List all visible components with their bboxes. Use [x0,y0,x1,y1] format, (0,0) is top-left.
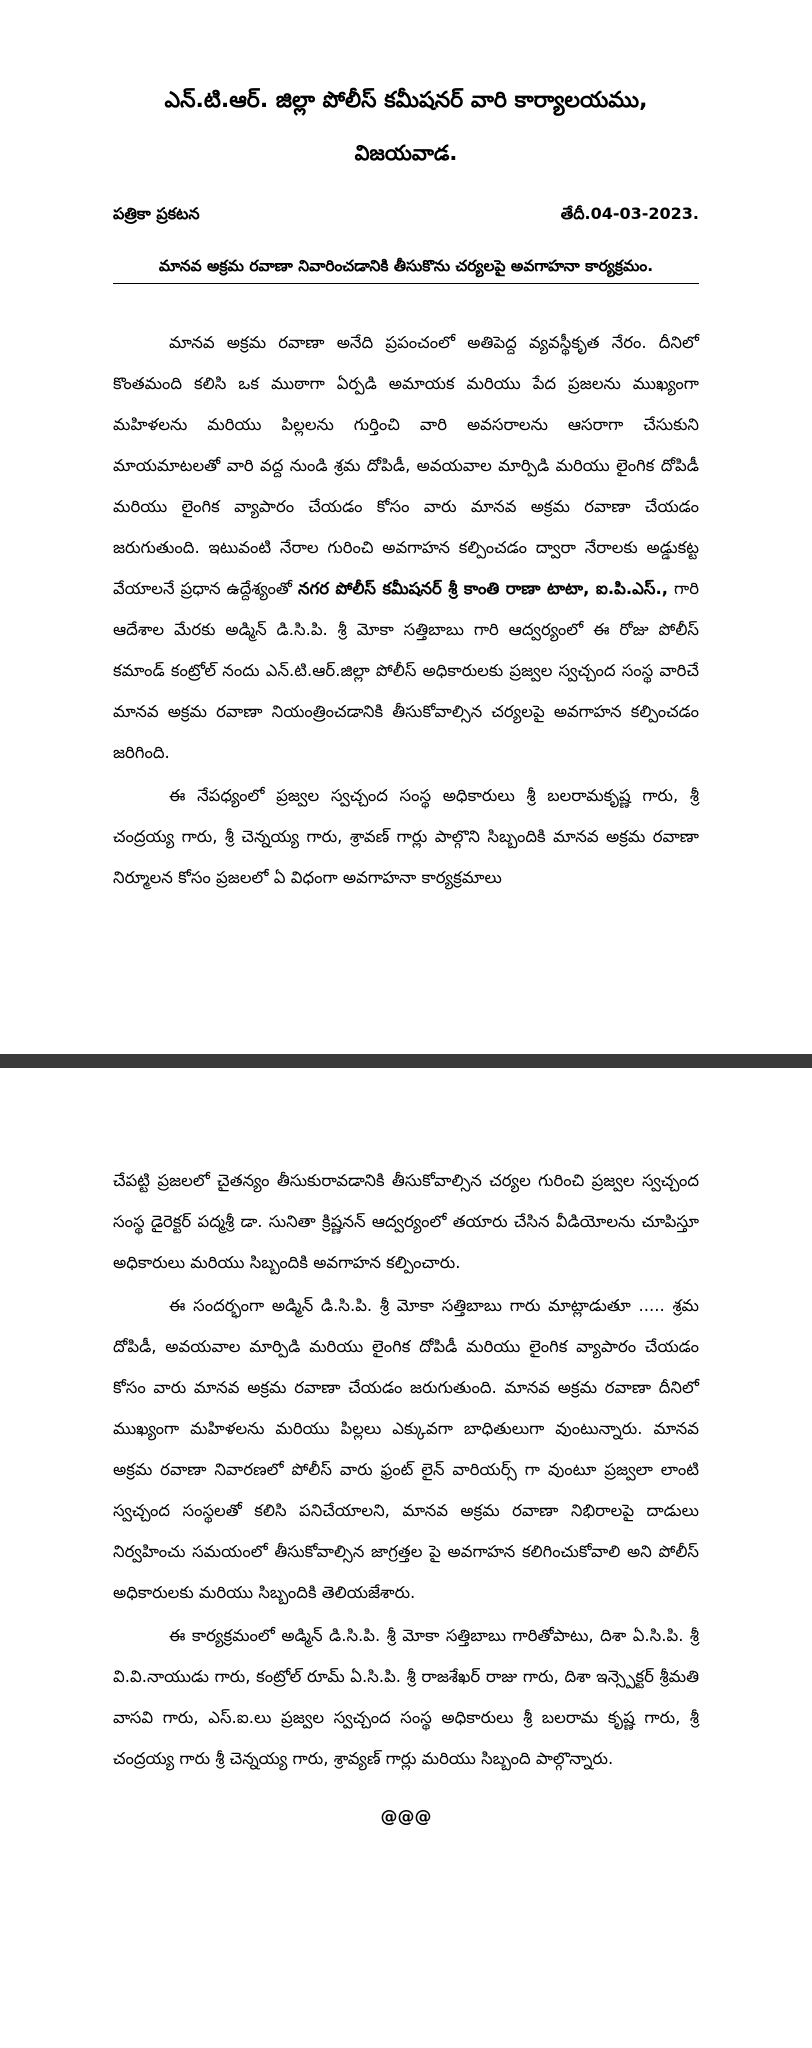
paragraph-2-part-1: ఈ నేపధ్యంలో ప్రజ్వల స్వచ్చంద సంస్థ అధికారులు శ్రీ బలరామకృష్ణ గారు, శ్రీ చంద్రయ్య గారు, శ్రీ చెన్నయ్య గారు, శ్రావణ్ గార్లు పాల్గొని సిబ్బందికి మానవ అక్రమ రవాణా నిర్మూలన కోసం ప్రజలలో ఏ విధంగా అవగాహనా కార్యక్రమాలు [113,786,699,887]
paragraph-1 [113,322,699,773]
press-release-label: పత్రికా ప్రకటన [113,204,200,223]
paragraph-1-text-b: గారి ఆదేశాల మేరకు అడ్మిన్ డి.సి.పి. శ్రీ మోకా సత్తిబాబు గారి ఆద్వర్యంలో ఈ రోజు పోలీస్ కమాండ్ కంట్రోల్ నందు ఎన్.టి.ఆర్.జిల్లా పోలీస్ అధికారులకు ప్రజ్వల స్వచ్చంద సంస్థ వారిచే మానవ అక్రమ రవాణా నియంత్రించడానికి తీసుకోవాల్సిన చర్యలపై అవగాహన కల్పించడం జరిగింది. [113,579,699,762]
signoff-mark: @@@ [380,1807,432,1827]
page-divider [0,1054,812,1068]
office-title: ఎన్.టి.ఆర్. జిల్లా పోలీస్ కమీషనర్ వారి కార్యాలయము, [164,88,648,113]
paragraph-2-part-2: చేపట్టి ప్రజలలో చైతన్యం తీసుకురావడానికి తీసుకోవాల్సిన చర్యల గురించి ప్రజ్వల స్వచ్చంద సంస్థ డైరెక్టర్ పద్మశ్రీ డా. సునితా క్రిష్ణనన్ ఆద్వర్యంలో తయారు చేసిన వీడియోలను చూపిస్తూ అధికారులు మరియు సిబ్బందికి అవగాహన కల్పించారు. [113,1171,699,1272]
office-city: విజయవాడ. [354,141,458,165]
subject-line: మానవ అక్రమ రవాణా నివారించడానికి తీసుకొను చర్యలపై అవగాహనా కార్యక్రమం. [113,254,699,284]
paragraph-1-text-a: మానవ అక్రమ రవాణా అనేది ప్రపంచంలో అతిపెద్ద వ్యవస్థీకృత నేరం. దీనిలో కొంతమంది కలిసి ఒక ముఠాగా ఏర్పడి అమాయక మరియు పేద ప్రజలను ముఖ్యంగా మహిళలను మరియు పిల్లలను గుర్తించి వారి అవసరాలను ఆసరాగా చేసుకుని మాయమాటలతో వారి వద్ద నుండి శ్రమ దోపిడీ, అవయవాల మార్పిడి మరియు లైంగిక దోపిడీ మరియు లైంగిక వ్యాపారం చేయడం కోసం వారు మానవ అక్రమ రవాణా చేయడం జరుగుతుంది. ఇటువంటి నేరాల గురించి అవగాహన కల్పించడం ద్వారా నేరాలకు అడ్డుకట్ట వేయాలనే ప్రధాన ఉద్దేశ్యంతో [113,333,699,598]
document-page-2 [0,1068,812,2048]
paragraph-4: ఈ కార్యక్రమంలో అడ్మిన్ డి.సి.పి. శ్రీ మోకా సత్తిబాబు గారితోపాటు, దిశా ఏ.సి.పి. శ్రీ వి.వి.నాయుడు గారు, కంట్రోల్ రూమ్ ఏ.సి.పి. శ్రీ రాజశేఖర్ రాజు గారు, దిశా ఇన్స్పెక్టర్ శ్రీమతి వాసవి గారు, ఎస్.ఐ.లు ప్రజ్వల స్వచ్చంద సంస్థ అధికారులు శ్రీ బలరామ కృష్ణ గారు, శ్రీ చంద్రయ్య గారు శ్రీ చెన్నయ్య గారు, శ్రావ్యణ్ గార్లు మరియు సిబ్బంది పాల్గొన్నారు. [113,1626,699,1768]
paragraph-3: ఈ సందర్భంగా అడ్మిన్ డి.సి.పి. శ్రీ మోకా సత్తిబాబు గారు మాట్లాడుతూ ..... శ్రమ దోపిడీ, అవయవాల మార్పిడి మరియు లైంగిక దోపిడీ మరియు లైంగిక వ్యాపారం చేయడం కోసం వారు మానవ అక్రమ రవాణా చేయడం జరుగుతుంది. మానవ అక్రమ రవాణా దీనిలో ముఖ్యంగా మహిళలను మరియు పిల్లలు ఎక్కువగా బాధితులుగా వుంటున్నారు. మానవ అక్రమ రవాణా నివారణలో పోలీస్ వారు ఫ్రంట్ లైన్ వారియర్స్ గా వుంటూ ప్రజ్వలా లాంటి స్వచ్చంద సంస్థలతో కలిసి పనిచేయాలని, మానవ అక్రమ రవాణా నిభిరాలపై దాడులు నిర్వహించు సమయంలో తీసుకోవాల్సిన జాగ్రత్తల పై అవగాహన కలిగించుకోవాలి అని పోలీస్ అధికారులకు మరియు సిబ్బందికి తెలియజేశారు. [113,1296,699,1602]
release-date: తేదీ.04-03-2023. [560,204,699,223]
release-row [113,202,699,226]
commissioner-name: నగర పోలీస్ కమీషనర్ శ్రీ కాంతి రాణా టాటా, ఐ.పి.ఎస్., [298,579,668,598]
